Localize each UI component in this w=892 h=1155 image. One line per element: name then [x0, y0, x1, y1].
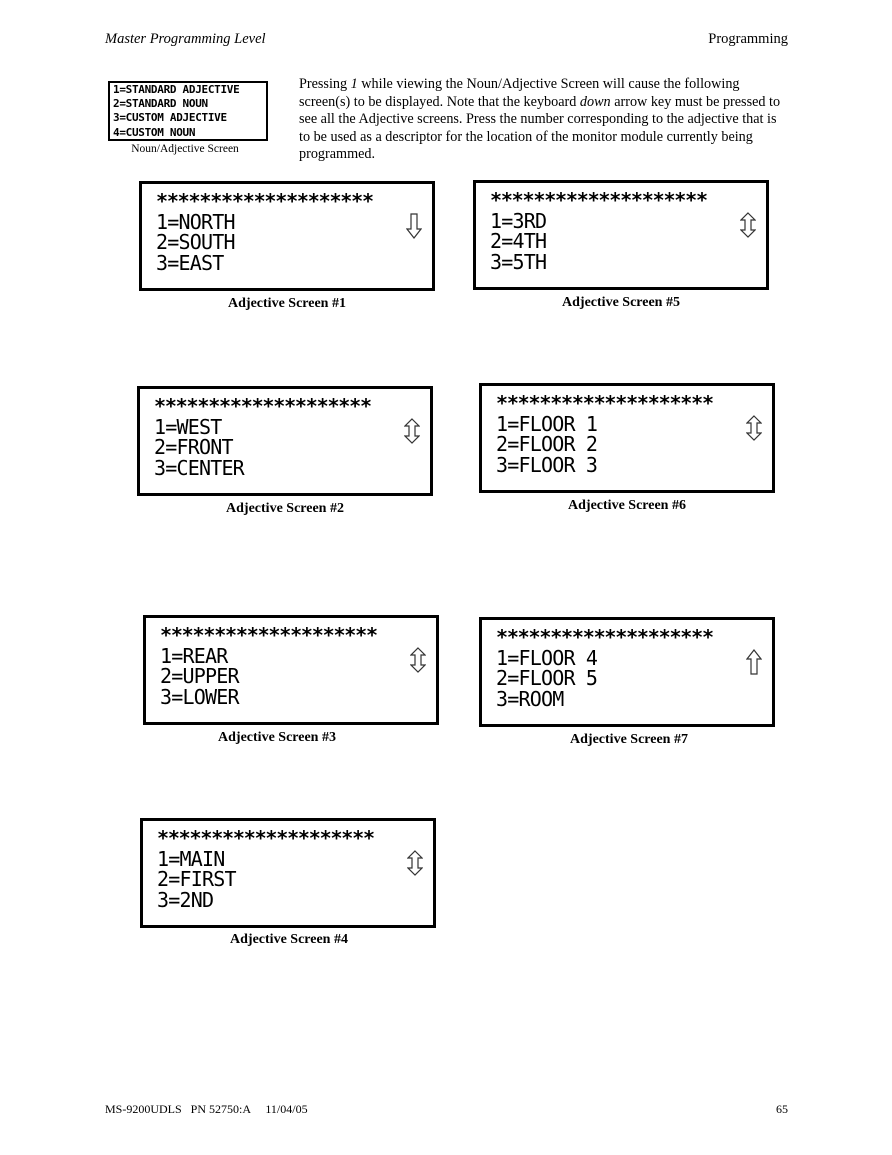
lcd-line: 1=REAR [160, 643, 228, 668]
adjective-screen-7-caption: Adjective Screen #7 [570, 732, 688, 747]
lcd-line: 2=SOUTH [156, 230, 235, 254]
lcd-line: 3=CENTER [154, 455, 244, 480]
header-section-title: Master Programming Level [105, 31, 266, 47]
lcd-line: 3=ROOM [496, 686, 564, 711]
up-down-arrow-icon [410, 647, 426, 673]
noun-adjective-lcd [108, 81, 268, 141]
adjective-screen-5-caption: Adjective Screen #5 [562, 295, 680, 310]
lcd-line: 2=FRONT [154, 435, 233, 459]
intro-text: Pressing [299, 76, 351, 92]
lcd-line: 2=FLOOR 5 [496, 666, 598, 690]
adjective-screen-5 [473, 180, 769, 290]
up-down-arrow-icon [404, 418, 420, 444]
lcd-line: 3=LOWER [160, 684, 239, 709]
lcd-line: 3=CUSTOM ADJECTIVE [113, 111, 227, 125]
lcd-line: 1=NORTH [156, 209, 235, 234]
lcd-line: 1=MAIN [157, 846, 225, 871]
noun-adjective-caption: Noun/Adjective Screen [131, 143, 239, 155]
adjective-screen-1 [139, 181, 435, 291]
intro-paragraph [299, 76, 791, 164]
lcd-stars-line: ******************** [156, 189, 373, 213]
lcd-line: 1=3RD [490, 208, 547, 233]
adjective-screen-1-caption: Adjective Screen #1 [228, 296, 346, 311]
up-arrow-icon [746, 649, 762, 675]
intro-text: while viewing the Noun/Adjective Screen will cause the following screen(s) to be displayed. Note that the keyboard [299, 76, 740, 110]
down-arrow-icon [406, 213, 422, 239]
up-down-arrow-icon [740, 212, 756, 238]
lcd-stars-line: ******************** [154, 394, 371, 418]
lcd-stars-line: ******************** [160, 623, 377, 647]
footer-document-id: MS-9200UDLS PN 52750:A 11/04/05 [105, 1102, 308, 1116]
adjective-screen-4-caption: Adjective Screen #4 [230, 932, 348, 947]
lcd-line: 1=FLOOR 4 [496, 645, 598, 670]
adjective-screen-2 [137, 386, 433, 496]
intro-key-down: down [579, 93, 611, 110]
adjective-screen-6 [479, 383, 775, 493]
lcd-line: 2=FLOOR 2 [496, 432, 598, 456]
lcd-line: 3=5TH [490, 249, 547, 274]
lcd-line: 2=4TH [490, 229, 547, 253]
lcd-line: 1=FLOOR 1 [496, 411, 598, 436]
lcd-line: 2=UPPER [160, 664, 239, 688]
lcd-line: 4=CUSTOM NOUN [113, 125, 196, 139]
lcd-stars-line: ******************** [496, 625, 713, 649]
intro-text: arrow key must be pressed to see all the Adjective screens. Press the number corresponding to the adjective that is to be used as a descriptor for the location of the monitor module currently being programmed. [299, 93, 781, 163]
footer-page-number: 65 [776, 1102, 788, 1116]
lcd-line: 3=2ND [157, 887, 214, 912]
adjective-screen-7 [479, 617, 775, 727]
adjective-screen-3 [143, 615, 439, 725]
lcd-line: 1=STANDARD ADJECTIVE [113, 83, 240, 96]
header-chapter-title: Programming [708, 31, 788, 47]
lcd-line: 3=FLOOR 3 [496, 452, 598, 477]
lcd-line: 2=STANDARD NOUN [113, 97, 208, 111]
lcd-line: 3=EAST [156, 250, 224, 275]
lcd-stars-line: ******************** [496, 391, 713, 415]
lcd-stars-line: ******************** [490, 188, 707, 212]
up-down-arrow-icon [746, 415, 762, 441]
adjective-screen-2-caption: Adjective Screen #2 [226, 501, 344, 516]
lcd-line: 2=FIRST [157, 867, 236, 891]
lcd-line: 1=WEST [154, 414, 222, 439]
adjective-screen-6-caption: Adjective Screen #6 [568, 498, 686, 513]
intro-key-1: 1 [350, 76, 358, 92]
adjective-screen-4 [140, 818, 436, 928]
adjective-screen-3-caption: Adjective Screen #3 [218, 730, 336, 745]
lcd-stars-line: ******************** [157, 826, 374, 850]
up-down-arrow-icon [407, 850, 423, 876]
